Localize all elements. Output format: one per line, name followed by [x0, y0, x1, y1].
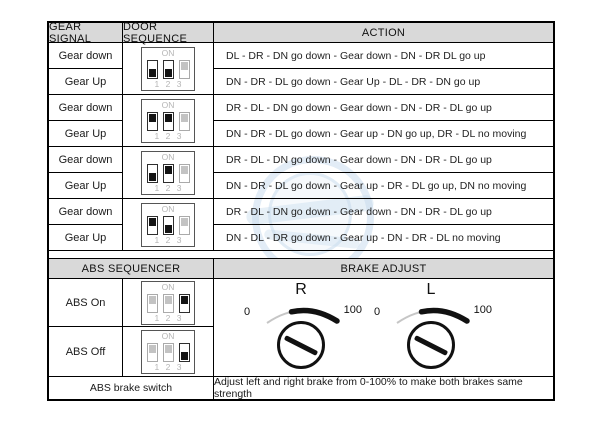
knob-right-label: R: [295, 281, 307, 298]
action-cell: DR - DL - DN go down - Gear down - DN - DR - DL go up: [214, 147, 553, 173]
header-abs-sequencer: ABS SEQUENCER: [49, 259, 214, 279]
action-cell: DN - DR - DL go down - Gear up - DR - DL go up, DN no moving: [214, 173, 553, 199]
dip-switch-2: [163, 294, 174, 313]
door-sequence-cell: [123, 147, 214, 199]
dip-switch-graphic: [141, 99, 195, 143]
gear-signal-cell: Gear down: [49, 95, 123, 121]
action-cell: DN - DR - DL go down - Gear Up - DL - DR - DN go up: [214, 69, 553, 95]
gear-signal-cell: Gear Up: [49, 173, 123, 199]
knob-pointer: [284, 335, 318, 356]
dip-switch-3: [179, 343, 190, 362]
dip-on-label: ON: [161, 282, 175, 292]
dip-switch-2: [163, 164, 174, 183]
dip-switch-1: [147, 343, 158, 362]
header-brake-adjust: BRAKE ADJUST: [214, 259, 553, 279]
dip-switch-3: [179, 216, 190, 235]
dip-numbers-label: 1 2 3: [154, 182, 182, 193]
sequencer-table: [47, 21, 555, 401]
dip-on-label: ON: [161, 331, 175, 341]
dip-switch-1: [147, 112, 158, 131]
knob-dial: [407, 321, 455, 369]
dip-on-label: ON: [161, 100, 175, 110]
dip-numbers-label: 1 2 3: [154, 361, 182, 372]
action-cell: DN - DR - DL go down - Gear up - DN go up, DR - DL no moving: [214, 121, 553, 147]
dip-switch-3: [179, 112, 190, 131]
dip-switch-2: [163, 112, 174, 131]
header-action: ACTION: [214, 23, 553, 43]
dip-switch-2: [163, 343, 174, 362]
action-cell: DL - DR - DN go down - Gear down - DN - DR DL go up: [214, 43, 553, 69]
gear-signal-cell: Gear down: [49, 43, 123, 69]
dip-switch-graphic: [141, 47, 195, 91]
dip-on-label: ON: [161, 152, 175, 162]
dip-switch-1: [147, 216, 158, 235]
abs-on-label: ABS On: [49, 279, 123, 327]
knob-scale-max: 100: [343, 304, 362, 316]
knob-scale-min: 0: [244, 306, 251, 318]
gear-signal-cell: Gear Up: [49, 69, 123, 95]
gear-signal-cell: Gear Up: [49, 121, 123, 147]
dip-switch-2: [163, 216, 174, 235]
dip-numbers-label: 1 2 3: [154, 234, 182, 245]
section-divider: [49, 251, 553, 259]
action-cell: DR - DL - DN go down - Gear down - DN - DR - DL go up: [214, 199, 553, 225]
dip-on-label: ON: [161, 204, 175, 214]
action-cell: DN - DL - DR go down - Gear up - DN - DR - DL no moving: [214, 225, 553, 251]
dip-numbers-label: 1 2 3: [154, 130, 182, 141]
knob-left-label: L: [426, 281, 436, 298]
header-gear-signal: GEAR SIGNAL: [49, 23, 123, 43]
dip-switch-graphic: [141, 281, 195, 325]
gear-signal-cell: Gear Up: [49, 225, 123, 251]
knob-pointer: [414, 335, 448, 356]
dip-switch-3: [179, 294, 190, 313]
knob-scale-max: 100: [473, 304, 492, 316]
dip-on-label: ON: [161, 48, 175, 58]
brake-adjust-description: Adjust left and right brake from 0-100% to make both brakes same strength: [214, 376, 523, 400]
dip-switch-1: [147, 164, 158, 183]
abs-off-label: ABS Off: [49, 327, 123, 377]
header-door-sequence: DOOR SEQUENCE: [123, 23, 214, 43]
abs-on-dip-cell: [123, 279, 214, 327]
knob-scale-min: 0: [374, 306, 381, 318]
knob-dial: [277, 321, 325, 369]
action-cell: DR - DL - DN go down - Gear down - DN - DR - DL go up: [214, 95, 553, 121]
door-sequence-cell: [123, 43, 214, 95]
dip-switch-graphic: [141, 330, 195, 374]
brake-adjust-cell: [214, 279, 553, 377]
gear-signal-cell: Gear down: [49, 199, 123, 225]
dip-switch-graphic: [141, 203, 195, 247]
dip-switch-3: [179, 164, 190, 183]
abs-brake-switch-label: ABS brake switch: [49, 377, 214, 399]
abs-off-dip-cell: [123, 327, 214, 377]
door-sequence-cell: [123, 199, 214, 251]
dip-switch-1: [147, 294, 158, 313]
door-sequence-cell: [123, 95, 214, 147]
dip-numbers-label: 1 2 3: [154, 78, 182, 89]
dip-switch-3: [179, 60, 190, 79]
dip-numbers-label: 1 2 3: [154, 312, 182, 323]
dip-switch-graphic: [141, 151, 195, 195]
dip-switch-2: [163, 60, 174, 79]
brake-knob-left: [366, 281, 496, 375]
brake-knob-right: [236, 281, 366, 375]
dip-switch-1: [147, 60, 158, 79]
gear-signal-cell: Gear down: [49, 147, 123, 173]
